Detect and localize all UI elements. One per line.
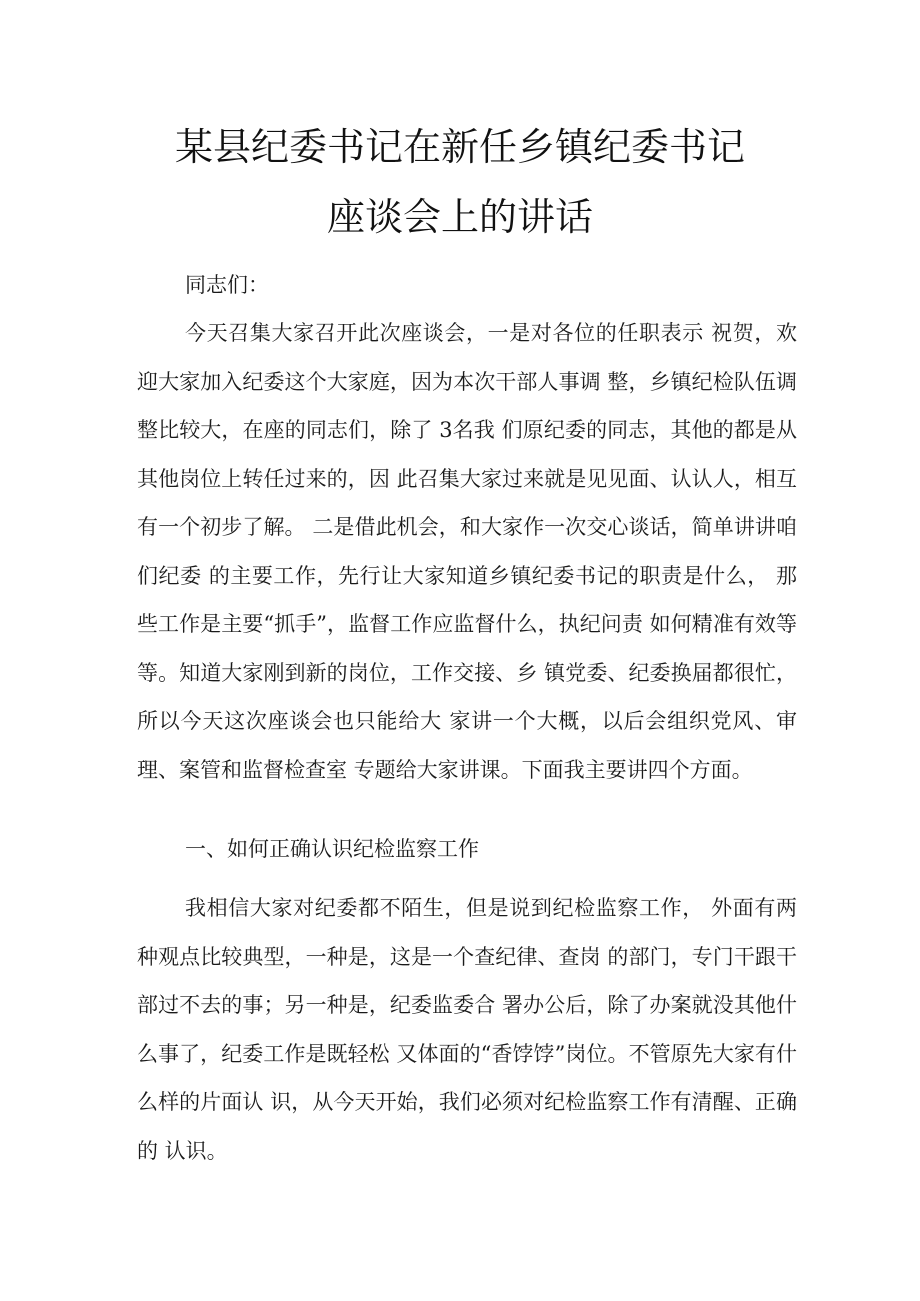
document-title-line-1: 某县纪委书记在新任乡镇纪委书记: [174, 125, 745, 169]
intro-paragraph: 今天召集大家召开此次座谈会，一是对各位的任职表示 祝贺，欢迎大家加入纪委这个大家庭，因为本次干部人事调 整，乡镇纪检队伍调整比较大，在座的同志们，除了 3名我 们原纪委的同志，其他的都是从其他岗位上转任过来的，因 此召集大家过来就是见见面、认认人，相互有一个初步了解。 二是借此机会，和大家作一次交心谈话，简单讲讲咱们纪委 的主要工作，先行让大家知道乡镇纪委书记的职责是什么， 那些工作是主要“抓手”，监督工作应监督什么，执纪问责 如何精准有效等等。知道大家刚到新的岗位，工作交接、乡 镇党委、纪委换届都很忙，所以今天这次座谈会也只能给大 家讲一个大概，以后会组织党风、审理、案管和监督检查室 专题给大家讲课。下面我主要讲四个方面。: [137, 321, 797, 782]
section-heading: 一、如何正确认识纪检监察工作: [185, 837, 479, 861]
document-title-line-2: 座谈会上的讲话: [326, 195, 593, 239]
greeting: 同志们：: [185, 273, 269, 297]
section-paragraph: 我相信大家对纪委都不陌生，但是说到纪检监察工作， 外面有两种观点比较典型，一种是，这是一个查纪律、查岗 的部门，专门干跟干部过不去的事；另一种是，纪委监委合 署办公后，除了办案就没其他什么事了，纪委工作是既轻松 又体面的“香饽饽”岗位。不管原先大家有什么样的片面认 识，从今天开始，我们必须对纪检监察工作有清醒、正确的 认识。: [137, 896, 797, 1163]
